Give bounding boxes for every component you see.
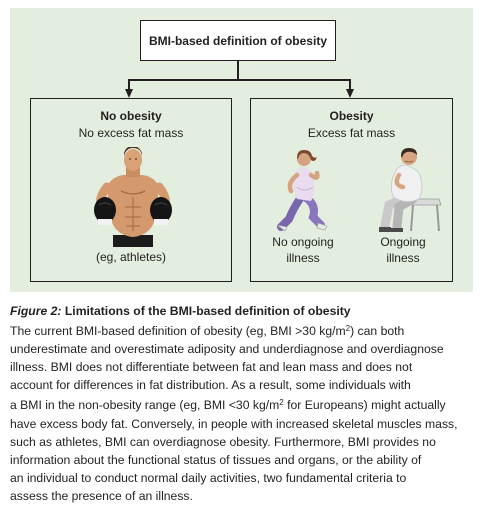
- caption-line: information about the functional status of tissues and organs, or the ability of: [10, 452, 422, 467]
- ongoing-illness-label: [363, 234, 443, 266]
- caption-line: underestimate and overestimate adiposity and underdiagnose and overdiagnose: [10, 342, 444, 357]
- caption-body: [10, 320, 475, 505]
- caption-line: ) can both: [350, 324, 405, 339]
- no-obesity-subtitle: No excess fat mass: [78, 126, 184, 140]
- obesity-subtitle: Excess fat mass: [307, 126, 396, 140]
- jogging-person-icon: [273, 147, 335, 233]
- obesity-title: Obesity: [329, 109, 374, 123]
- no-ongoing-illness-line-1: No ongoing: [272, 235, 334, 249]
- athletes-note: (eg, athletes): [95, 250, 167, 264]
- ongoing-illness-line-2: illness: [386, 251, 420, 265]
- figure-title: Limitations of the BMI-based definition of obesity: [64, 304, 351, 318]
- no-ongoing-illness-label: [263, 234, 343, 266]
- superscript-2: 2: [279, 398, 284, 408]
- caption-title: [10, 302, 475, 320]
- caption-line: such as athletes, BMI can overdiagnose obesity. Furthermore, BMI provides no: [10, 434, 436, 449]
- seated-unwell-person-icon: [369, 147, 449, 233]
- no-obesity-box: [30, 98, 232, 282]
- connector-vertical-trunk: [237, 61, 239, 79]
- superscript-2: 2: [345, 324, 351, 334]
- figure-number: Figure 2:: [10, 304, 62, 318]
- bmi-definition-box: [140, 20, 336, 61]
- obesity-box: [250, 98, 453, 282]
- caption-line: assess the presence of an illness.: [10, 488, 193, 503]
- caption-line: illness. BMI does not differentiate between fat and lean mass and does not: [10, 360, 413, 375]
- figure-panel: [10, 8, 473, 292]
- arrow-left-icon: [125, 89, 133, 98]
- connector-horizontal: [128, 79, 350, 81]
- caption-line: The current BMI-based definition of obesity (eg, BMI >30 kg/m: [10, 324, 346, 339]
- connector-right-drop: [349, 79, 351, 89]
- caption-line: a BMI in the non-obesity range (eg, BMI <30 kg/m: [10, 398, 280, 413]
- bmi-definition-label: BMI-based definition of obesity: [148, 33, 327, 48]
- caption-line: an individual to conduct normal daily activities, two fundamental criteria to: [10, 470, 407, 485]
- caption-line: have excess body fat. Conversely, in people with increased skeletal muscles mass,: [10, 416, 458, 431]
- no-ongoing-illness-line-2: illness: [286, 251, 320, 265]
- caption-line: account for differences in fat distribution. As a result, some individuals with: [10, 378, 411, 393]
- ongoing-illness-line-1: Ongoing: [380, 235, 426, 249]
- no-obesity-title: No obesity: [100, 109, 162, 123]
- figure-caption: [10, 302, 475, 505]
- boxer-athlete-icon: [93, 147, 173, 247]
- connector-left-drop: [128, 79, 130, 89]
- arrow-right-icon: [346, 89, 354, 98]
- caption-line: for Europeans) might actually: [283, 398, 446, 413]
